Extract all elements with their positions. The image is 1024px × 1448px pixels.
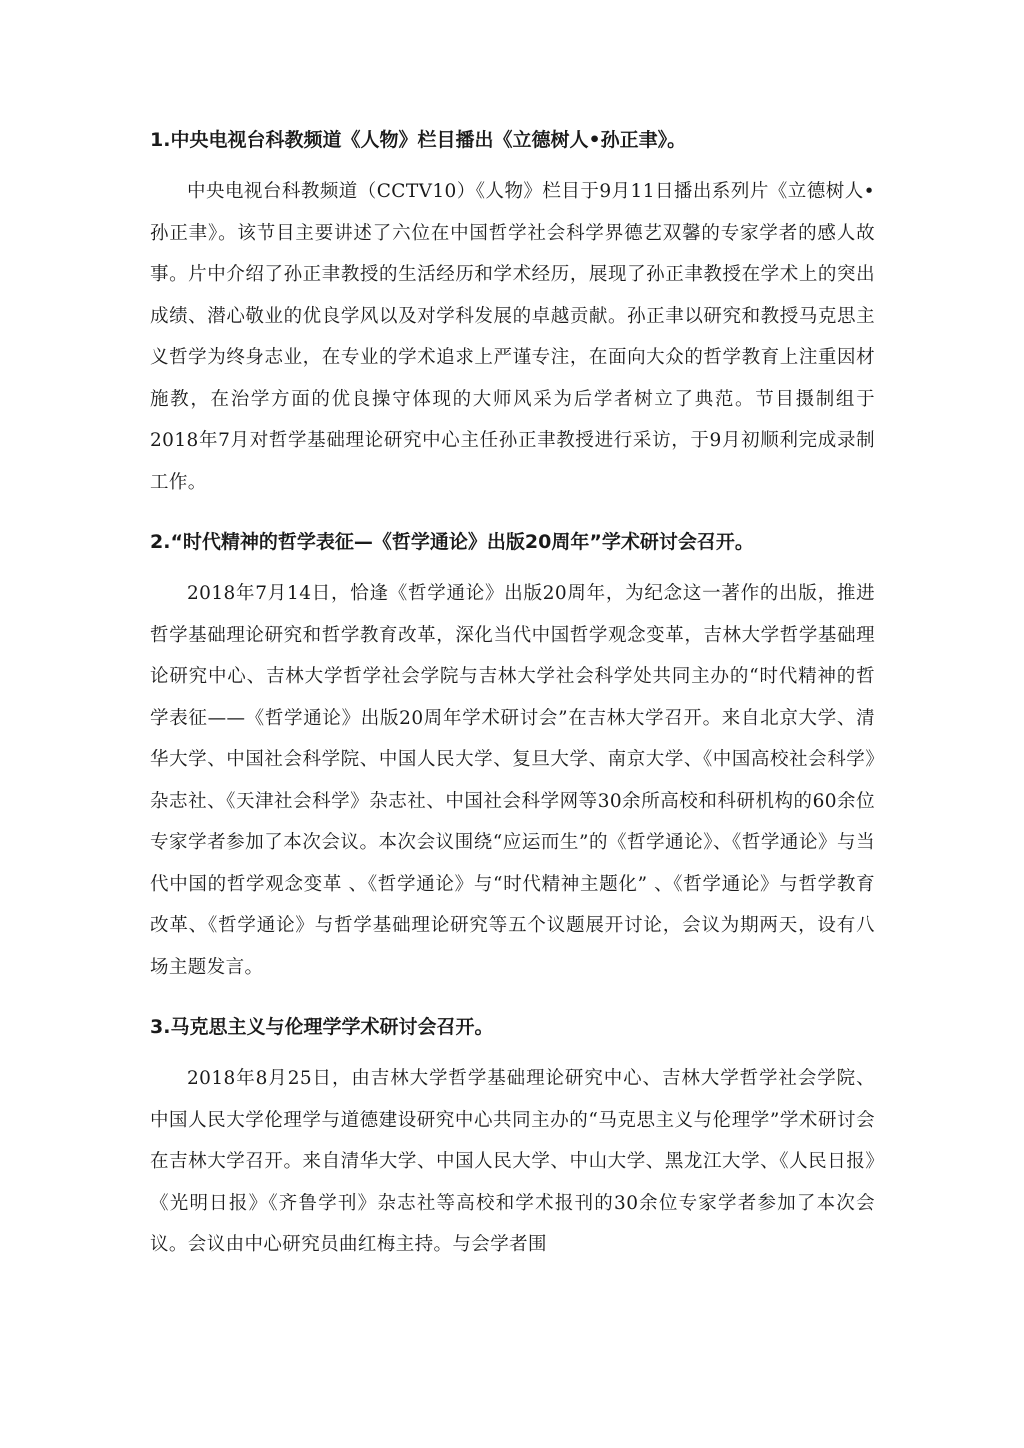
section-heading: 3.马克思主义与伦理学学术研讨会召开。: [150, 1016, 494, 1038]
section-body: 中央电视台科教频道（CCTV10）《人物》栏目于9月11日播出系列片《立德树人•孙正聿》。该节目主要讲述了六位在中国哲学社会科学界德艺双馨的专家学者的感人故事。片中介绍了孙正聿教授的生活经历和学术经历，展现了孙正聿教授在学术上的突出成绩、潜心敬业的优良学风以及对学科发展的卓越贡献。孙正聿以研究和教授马克思主义哲学为终身志业，在专业的学术追求上严谨专注，在面向大众的哲学教育上注重因材施教，在治学方面的优良操守体现的大师风采为后学者树立了典范。节目摄制组于2018年7月对哲学基础理论研究中心主任孙正聿教授进行采访，于9月初顺利完成录制工作。: [150, 181, 875, 493]
section-heading: 2.“时代精神的哲学表征—《哲学通论》出版20周年”学术研讨会召开。: [150, 531, 754, 553]
news-item-1: [150, 115, 875, 503]
section-heading: 1.中央电视台科教频道《人物》栏目播出《立德树人•孙正聿》。: [150, 129, 687, 151]
section-body: 2018年8月25日，由吉林大学哲学基础理论研究中心、吉林大学哲学社会学院、中国人民大学伦理学与道德建设研究中心共同主办的“马克思主义与伦理学”学术研讨会在吉林大学召开。来自清华大学、中国人民大学、中山大学、黑龙江大学、《人民日报》《光明日报》《齐鲁学刊》杂志社等高校和学术报刊的30余位专家学者参加了本次会议。会议由中心研究员曲红梅主持。与会学者围: [150, 1068, 875, 1255]
news-item-2: [150, 517, 875, 988]
news-item-3: [150, 1002, 875, 1266]
document-page: [150, 115, 875, 1266]
section-body: 2018年7月14日，恰逢《哲学通论》出版20周年，为纪念这一著作的出版，推进哲学基础理论研究和哲学教育改革，深化当代中国哲学观念变革，吉林大学哲学基础理论研究中心、吉林大学哲学社会学院与吉林大学社会科学处共同主办的“时代精神的哲学表征——《哲学通论》出版20周年学术研讨会”在吉林大学召开。来自北京大学、清华大学、中国社会科学院、中国人民大学、复旦大学、南京大学、《中国高校社会科学》杂志社、《天津社会科学》杂志社、中国社会科学网等30余所高校和科研机构的60余位专家学者参加了本次会议。本次会议围绕“应运而生”的《哲学通论》、《哲学通论》与当代中国的哲学观念变革 、《哲学通论》与“时代精神主题化” 、《哲学通论》与哲学教育改革、《哲学通论》与哲学基础理论研究等五个议题展开讨论，会议为期两天，设有八场主题发言。: [150, 583, 875, 978]
